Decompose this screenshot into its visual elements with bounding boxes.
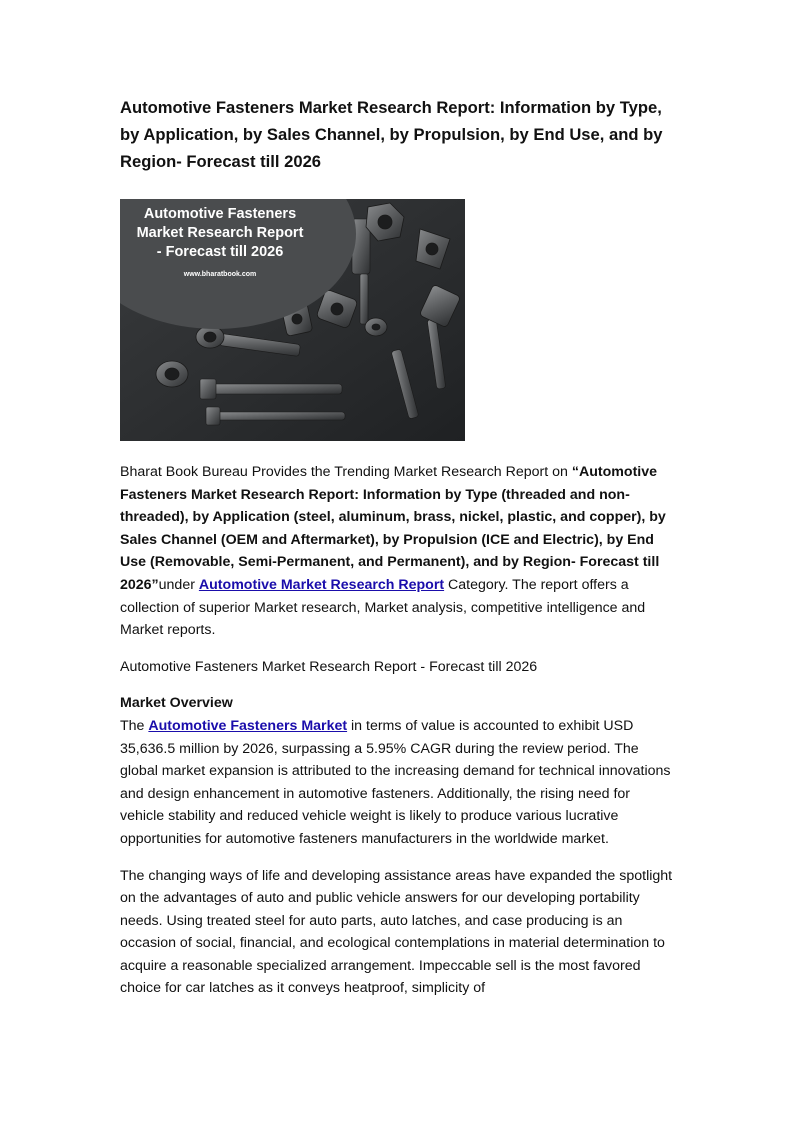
cover-url: www.bharatbook.com — [183, 271, 257, 278]
market-link[interactable]: Automotive Fasteners Market — [148, 717, 348, 734]
intro-paragraph — [120, 461, 676, 642]
cover-title-line: Automotive Fasteners — [143, 206, 297, 222]
intro-suffix: Category. The report offers a collection of superior Market research, Market analysis, competitive intelligence and Market reports. — [120, 576, 646, 639]
intro-report-name: “Automotive Fasteners Market Research Report: Information by Type (threaded and non-threaded), by Application (steel, aluminum, brass, nickel, plastic, and copper), by Sales Channel (OEM and Aftermarket), by Propulsion (ICE and Electric), by End Use (Removable, Semi-Permanent, and Permanent), and by Region- Forecast till 2026” — [120, 464, 666, 593]
body-paragraph: The changing ways of life and developing assistance areas have expanded the spotlight on the advantages of auto and public vehicle answers for our developing portability needs. Using treated steel for auto parts, auto latches, and case producing is an occasion of social, financial, and ecological contemplations in material determination to acquire a reasonable specialized arrangement. Impeccable sell is the most favored choice for car latches as it conveys heatproof, simplicity of — [120, 867, 673, 997]
category-link[interactable]: Automotive Market Research Report — [198, 576, 445, 593]
overview-text: in terms of value is accounted to exhibit USD 35,636.5 million by 2026, surpassing a 5.95% CAGR during the review period. The global market expansion is attributed to the increasing demand for technical innovations and design enhancement in automotive fasteners. Additionally, the rising need for vehicle stability and reduced vehicle weight is likely to produce various lucrative opportunities for automotive fasteners manufacturers in the worldwide market. — [120, 717, 671, 847]
market-overview-heading: Market Overview — [120, 695, 233, 712]
cover-title-line: Market Research Report — [136, 225, 304, 241]
document-page — [120, 94, 676, 1014]
document-title: Automotive Fasteners Market Research Report: Information by Type, by Application, by Sales Channel, by Propulsion, by End Use, and by Region- Forecast till 2026 — [120, 98, 663, 171]
intro-under: under — [158, 576, 199, 593]
intro-prefix: Bharat Book Bureau Provides the Trending Market Research Report on — [120, 464, 572, 480]
overview-prefix: The — [120, 717, 149, 734]
report-subtitle: Automotive Fasteners Market Research Report - Forecast till 2026 — [120, 658, 538, 675]
cover-image — [120, 199, 465, 441]
market-overview-paragraph — [120, 715, 676, 851]
cover-title-line: - Forecast till 2026 — [156, 244, 284, 260]
cover-title — [120, 205, 320, 262]
